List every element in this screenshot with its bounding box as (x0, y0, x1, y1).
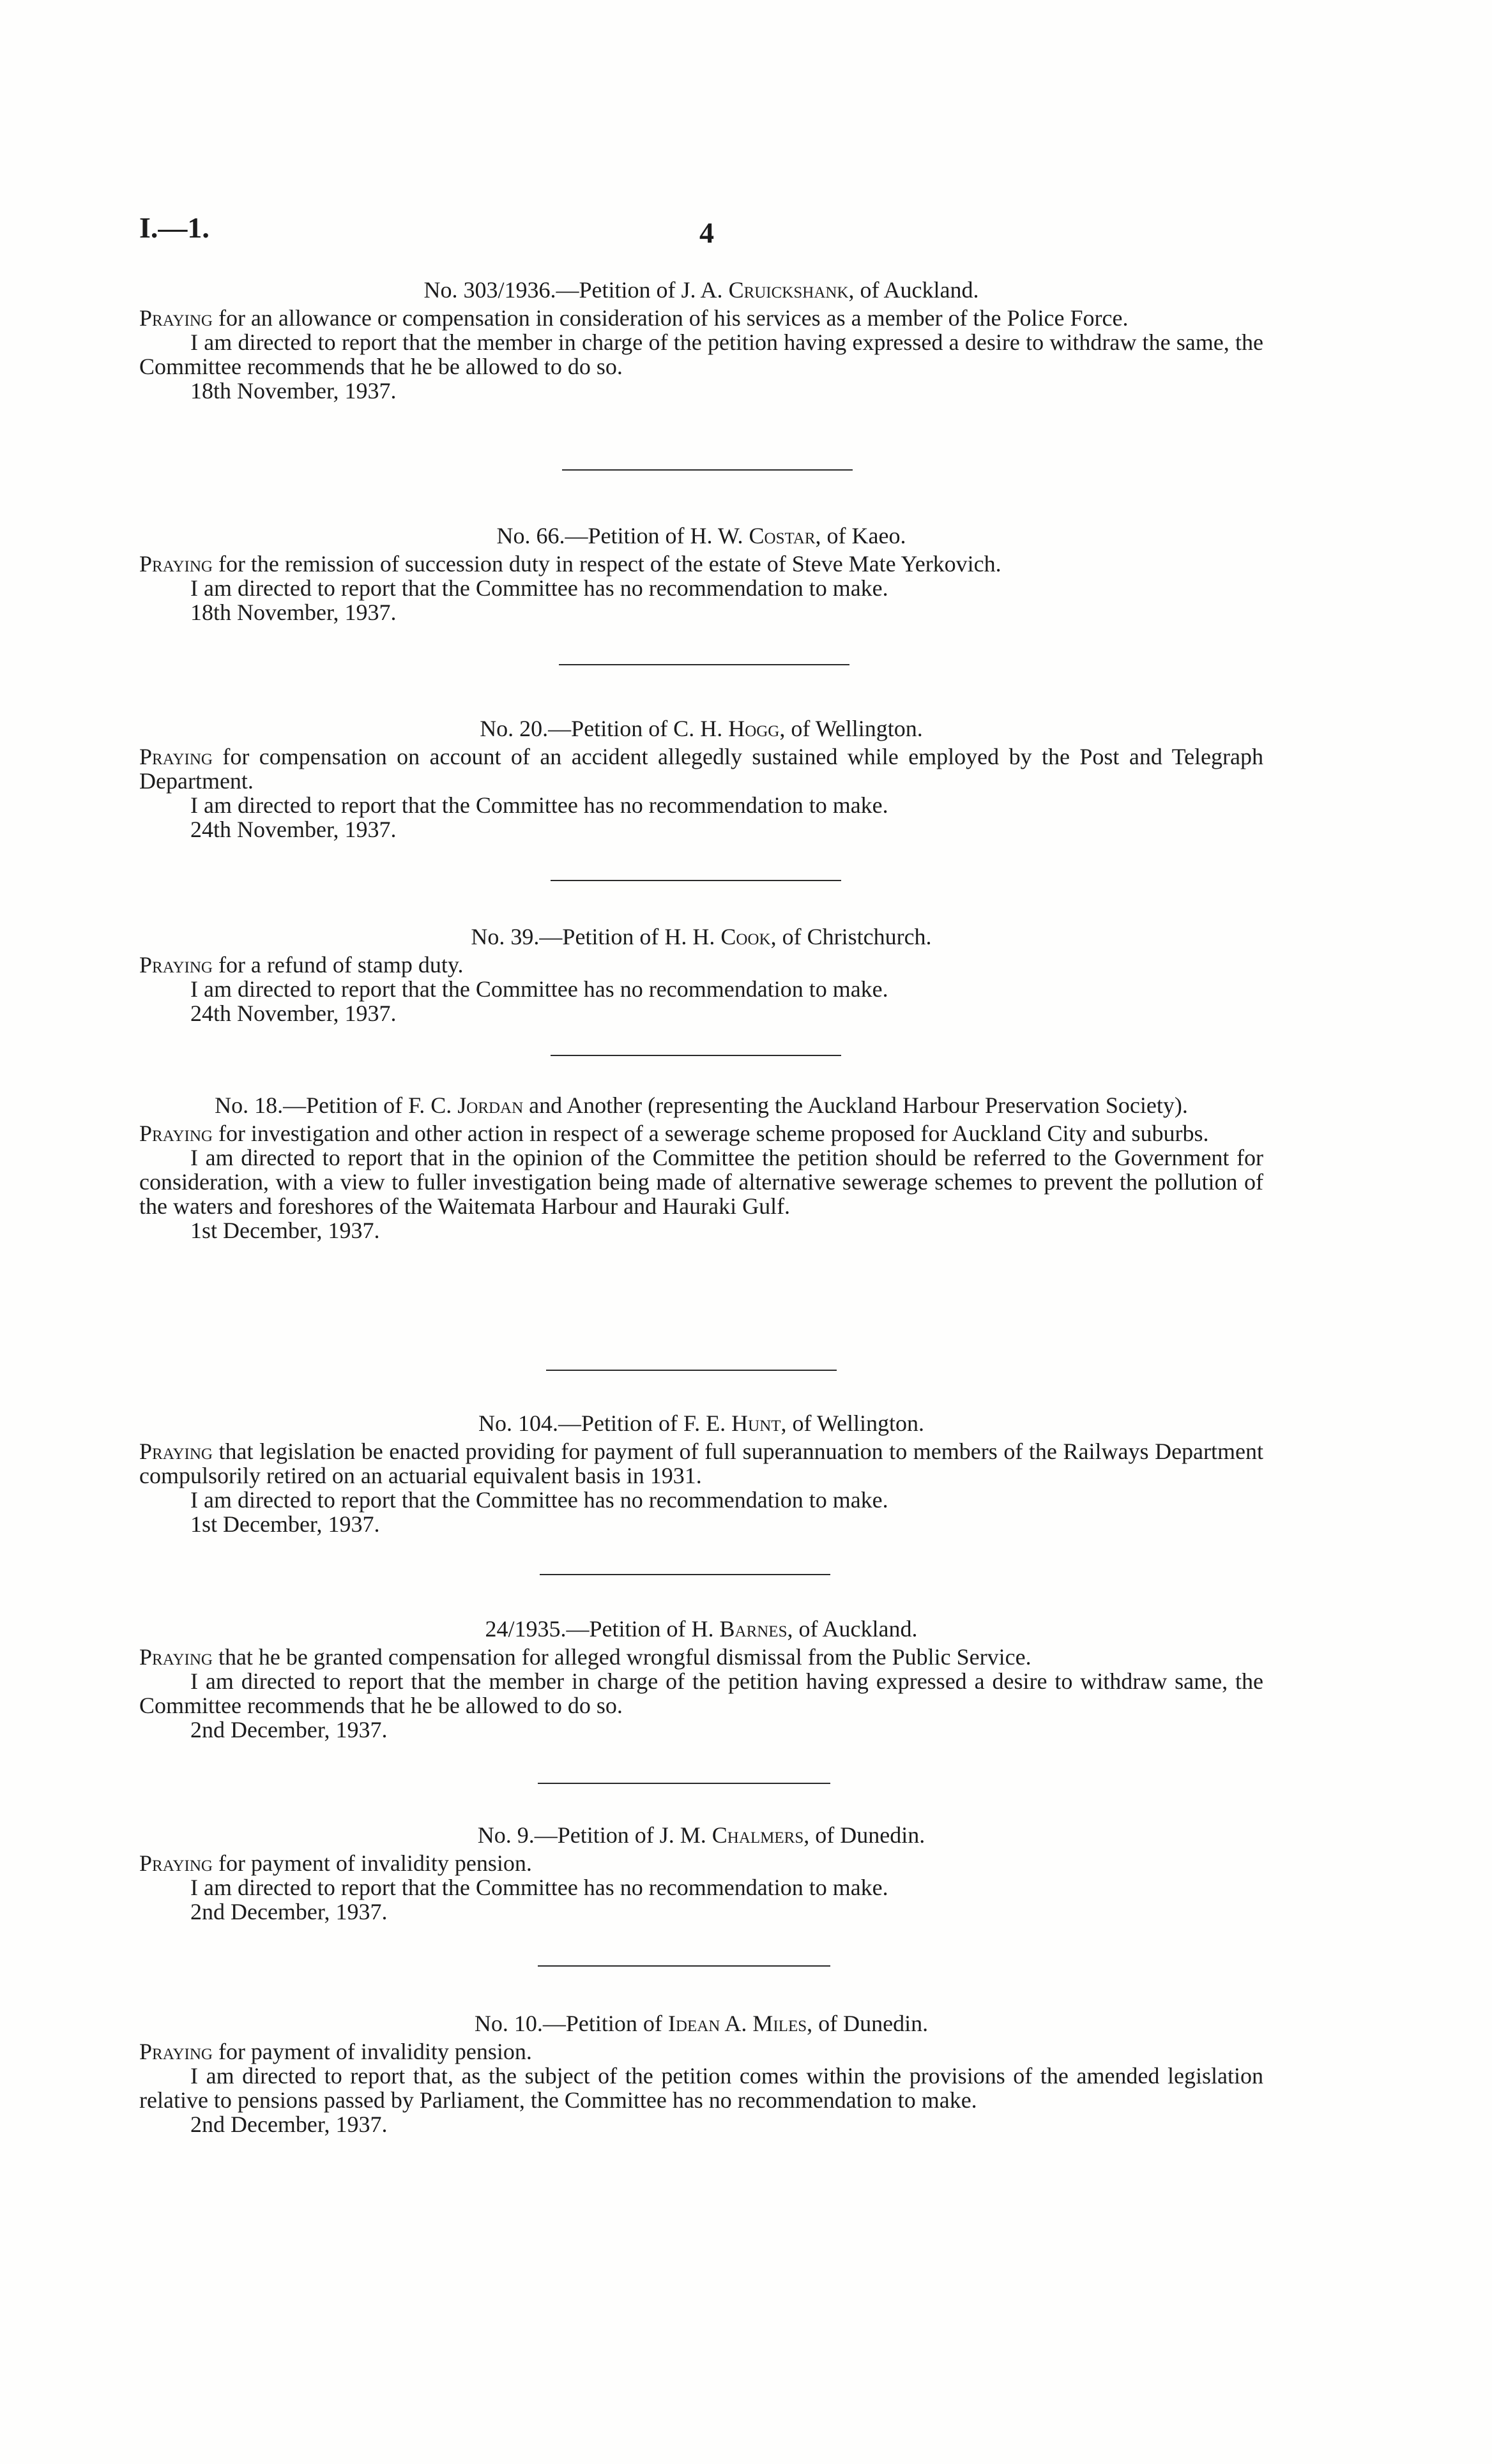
report-date: 24th November, 1937. (190, 817, 397, 842)
committee-report: I am directed to report that the Committee has no recommendation to make. (190, 575, 888, 601)
petition-entry (139, 1411, 1263, 1536)
petition-prayer: Praying that legislation be enacted providing for payment of full superannuation to members of the Railways Department compulsorily retired on an actuarial equivalent basis in 1931. (139, 1439, 1263, 1488)
report-date: 24th November, 1937. (190, 1001, 397, 1026)
report-date: 18th November, 1937. (190, 378, 397, 404)
petition-prayer: Praying for compensation on account of an accident allegedly sustained while employed by the Post and Telegraph Department. (139, 744, 1263, 794)
petition-prayer: Praying for the remission of succession duty in respect of the estate of Steve Mate Yerkovich. (139, 551, 1001, 577)
petitioner-name: Hogg (728, 716, 780, 741)
section-divider (551, 880, 841, 881)
report-date: 2nd December, 1937. (190, 2112, 388, 2137)
section-divider (546, 1370, 837, 1371)
committee-report: I am directed to report that the Committee has no recommendation to make. (190, 1487, 888, 1513)
petitioner-name: Cruickshank (728, 277, 849, 303)
committee-report: I am directed to report that the Committee has no recommendation to make. (190, 792, 888, 818)
petition-entry (139, 1617, 1263, 1742)
petitioner-name: Barnes (719, 1616, 788, 1642)
petition-title: No. 10.—Petition of Idean A. Miles, of Dunedin. (474, 2011, 929, 2036)
petitioner-name: Chalmers (712, 1822, 804, 1848)
petitioner-name: Hunt (731, 1410, 781, 1436)
report-date: 18th November, 1937. (190, 600, 397, 625)
petition-entry (139, 1093, 1263, 1243)
committee-report: I am directed to report that the member in charge of the petition having expressed a desire to withdraw same, the Committee recommends that he be allowed to do so. (139, 1668, 1263, 1718)
page-header (0, 211, 1492, 262)
petition-entry (139, 1823, 1263, 1924)
petition-entry (139, 278, 1263, 403)
petition-prayer: Praying for payment of invalidity pension. (139, 1850, 532, 1876)
petition-title: No. 104.—Petition of F. E. Hunt, of Wellington. (478, 1410, 924, 1436)
section-divider (559, 664, 849, 665)
section-divider (562, 469, 853, 471)
report-date: 1st December, 1937. (190, 1511, 380, 1537)
petitioner-name: Jordan (457, 1092, 524, 1118)
petition-entry (139, 2011, 1263, 2136)
petition-title: 24/1935.—Petition of H. Barnes, of Auckland. (485, 1616, 918, 1642)
petition-entry (139, 716, 1263, 842)
document-reference: I.—1. (139, 211, 209, 244)
petitioner-name: Cook (720, 924, 771, 949)
petition-entry (139, 524, 1263, 624)
petitioner-name: Costar (749, 523, 816, 548)
petition-prayer: Praying for payment of invalidity pension. (139, 2039, 532, 2064)
petition-title: No. 66.—Petition of H. W. Costar, of Kaeo. (496, 523, 906, 548)
report-date: 2nd December, 1937. (190, 1717, 388, 1742)
report-date: 1st December, 1937. (190, 1218, 380, 1243)
petition-prayer: Praying that he be granted compensation for alleged wrongful dismissal from the Public Service. (139, 1644, 1031, 1670)
petition-entry (139, 925, 1263, 1025)
petition-prayer: Praying for investigation and other action in respect of a sewerage scheme proposed for Auckland City and suburbs. (139, 1121, 1209, 1146)
petition-title: No. 39.—Petition of H. H. Cook, of Christchurch. (471, 924, 932, 949)
petition-title: No. 20.—Petition of C. H. Hogg, of Wellington. (480, 716, 923, 741)
petition-prayer: Praying for an allowance or compensation in consideration of his services as a member of the Police Force. (139, 305, 1129, 331)
report-date: 2nd December, 1937. (190, 1899, 388, 1924)
petition-title: No. 303/1936.—Petition of J. A. Cruickshank, of Auckland. (423, 277, 979, 303)
committee-report: I am directed to report that, as the subject of the petition comes within the provisions of the amended legislation relative to pensions passed by Parliament, the Committee has no recommendation to make. (139, 2063, 1263, 2113)
petitioner-name: Idean A. Miles (667, 2011, 807, 2036)
section-divider (538, 1965, 830, 1967)
section-divider (540, 1574, 830, 1575)
committee-report: I am directed to report that the member in charge of the petition having expressed a desire to withdraw the same, the Committee recommends that he be allowed to do so. (139, 329, 1263, 379)
committee-report: I am directed to report that the Committee has no recommendation to make. (190, 976, 888, 1002)
committee-report: I am directed to report that the Committee has no recommendation to make. (190, 1875, 888, 1900)
petition-prayer: Praying for a refund of stamp duty. (139, 952, 464, 978)
petition-title: No. 18.—Petition of F. C. Jordan and Another (representing the Auckland Harbour Preservation Society). (215, 1092, 1188, 1118)
section-divider (551, 1055, 841, 1056)
section-divider (538, 1783, 830, 1784)
committee-report: I am directed to report that in the opinion of the Committee the petition should be referred to the Government for consideration, with a view to fuller investigation being made of alternative sewerage schemes to prevent the pollution of the waters and foreshores of the Waitemata Harbour and Hauraki Gulf. (139, 1145, 1263, 1219)
petition-title: No. 9.—Petition of J. M. Chalmers, of Dunedin. (477, 1822, 925, 1848)
page-number: 4 (699, 216, 714, 249)
